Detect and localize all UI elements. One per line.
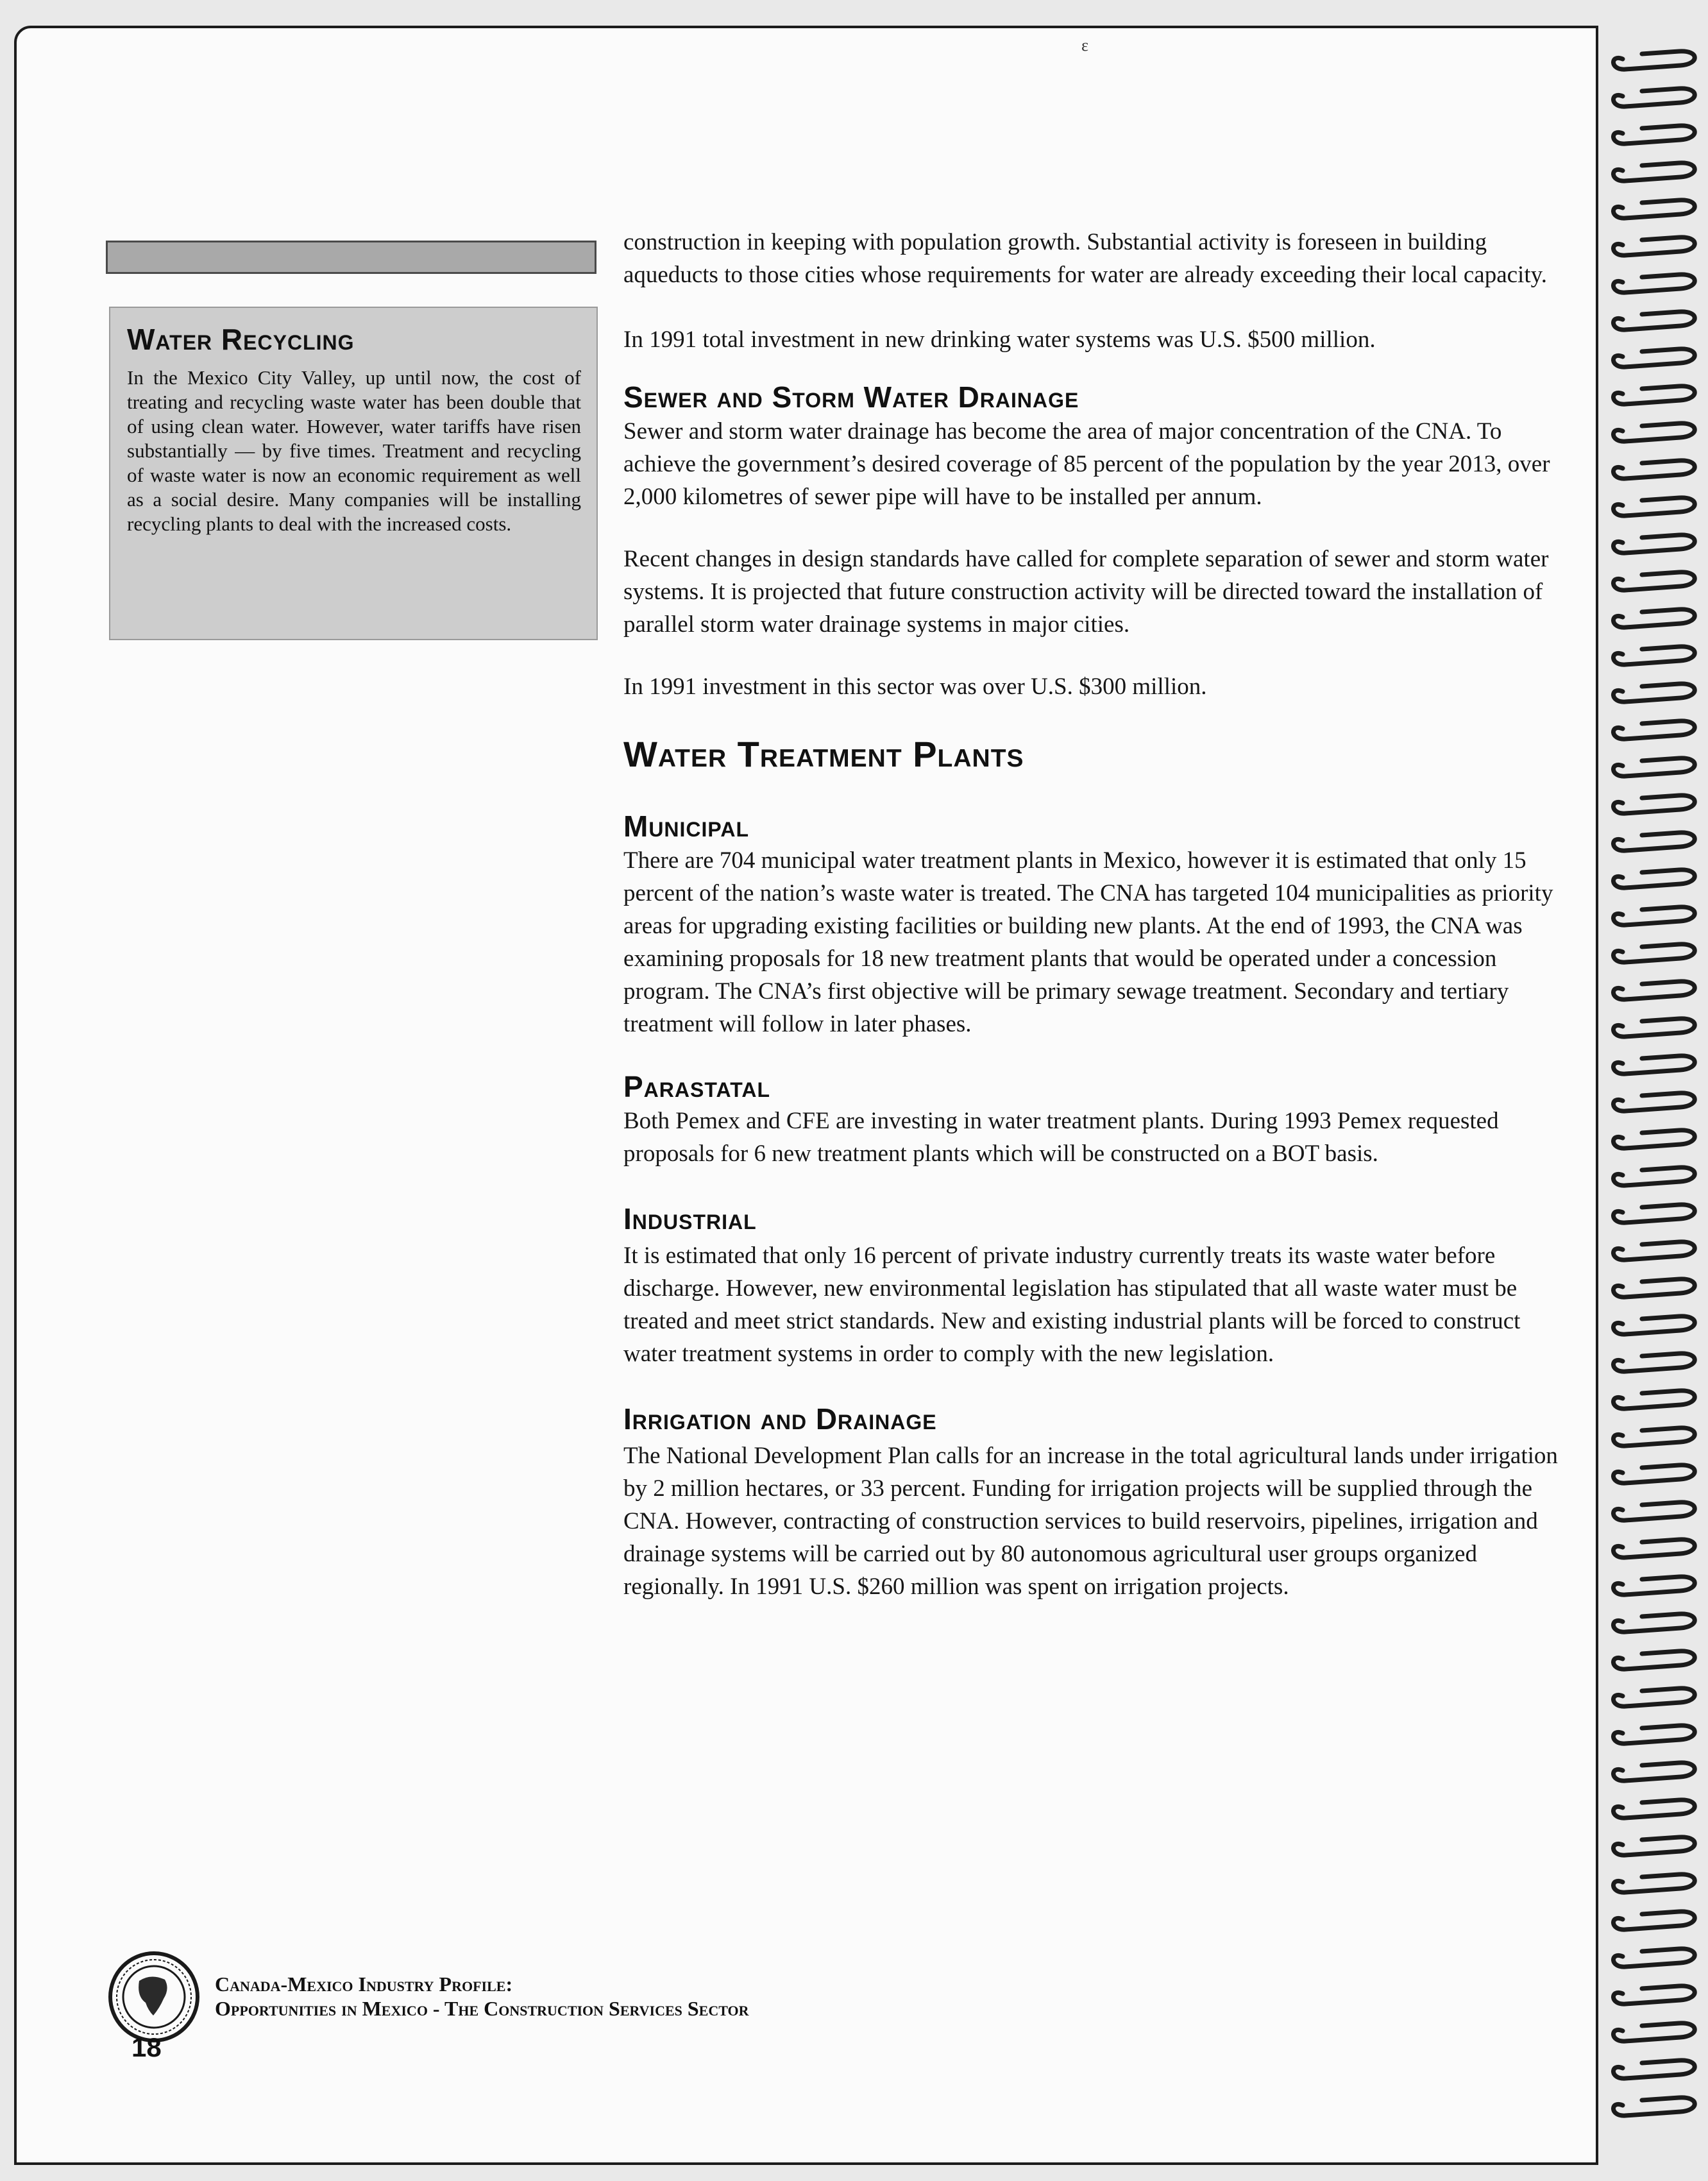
binding-ring — [1613, 1316, 1695, 1334]
page-number: 18 — [131, 2032, 162, 2062]
binding-ring — [1613, 1763, 1695, 1781]
binding-ring — [1613, 1614, 1695, 1632]
municipal-heading: Municipal — [623, 810, 750, 843]
binding-ring — [1613, 2023, 1695, 2041]
parastatal-paragraph: Both Pemex and CFE are investing in water treatment plants. During 1993 Pemex requested proposals for 6 new treatment plants which will be constructed on a BOT basis. — [623, 1108, 1499, 1167]
binding-ring — [1613, 1912, 1695, 1930]
binding-ring — [1613, 498, 1695, 516]
binding-ring — [1613, 758, 1695, 776]
binding-ring — [1613, 1167, 1695, 1185]
binding-ring — [1613, 795, 1695, 813]
parastatal-heading: Parastatal — [623, 1070, 771, 1103]
binding-ring — [1613, 2060, 1695, 2078]
binding-ring — [1613, 1354, 1695, 1371]
binding-ring — [1613, 126, 1695, 144]
sewer-paragraph-2: Recent changes in design standards have called for complete separation of sewer and storm water systems. It is projected that future construction activity will be directed toward the installation of parallel storm water drainage systems in major cities. — [623, 546, 1549, 638]
binding-ring — [1613, 609, 1695, 627]
binding-ring — [1613, 1837, 1695, 1855]
binding-ring — [1613, 51, 1695, 69]
binding-ring — [1613, 1465, 1695, 1483]
binding-ring — [1613, 275, 1695, 293]
irrigation-heading: Irrigation and Drainage — [623, 1402, 937, 1436]
footer-line-1: Canada-Mexico Industry Profile: — [215, 1973, 513, 1996]
binding-ring — [1613, 981, 1695, 999]
sewer-heading: Sewer and Storm Water Drainage — [623, 380, 1079, 414]
binding-ring — [1613, 907, 1695, 925]
binding-ring — [1613, 349, 1695, 367]
binding-ring — [1613, 684, 1695, 702]
north-america-seal-logo — [106, 1949, 202, 2045]
binding-ring — [1613, 200, 1695, 218]
binding-ring — [1613, 1986, 1695, 2004]
binding-ring — [1613, 535, 1695, 553]
binding-ring — [1613, 1130, 1695, 1148]
footer-line-2: Opportunities in Mexico - The Construction Services Sector — [215, 1997, 749, 2020]
binding-ring — [1613, 1688, 1695, 1706]
binding-ring — [1613, 833, 1695, 851]
intro-paragraph: construction in keeping with population growth. Substantial activity is foreseen in building aqueducts to those cities whose requirements for water are already exceeding their local capacity. — [623, 229, 1547, 288]
water-treatment-heading: Water Treatment Plants — [623, 734, 1024, 774]
binding-ring — [1613, 1391, 1695, 1409]
pencil-mark: ε — [1081, 36, 1088, 55]
sidebar-body: In the Mexico City Valley, up until now, the cost of treating and recycling waste water has been double that of using clean water. However, water tariffs have risen substantially — by five times. Treatment and recycling of waste water is now an economic requirement as well as a social desire. Many companies will be installing recycling plants to deal with the increased costs. — [127, 366, 581, 535]
binding-ring — [1613, 1651, 1695, 1669]
main-column — [623, 226, 1573, 1603]
binding-ring — [1613, 163, 1695, 181]
sidebar-title: Water Recycling — [127, 323, 355, 356]
binding-ring — [1613, 461, 1695, 479]
binding-ring — [1613, 1093, 1695, 1111]
binding-ring — [1613, 2098, 1695, 2116]
binding-ring — [1613, 1279, 1695, 1297]
spiral-binding — [1603, 26, 1708, 2168]
footer-title — [215, 1972, 749, 2021]
binding-ring — [1613, 423, 1695, 441]
binding-ring — [1613, 944, 1695, 962]
sewer-paragraph-1: Sewer and storm water drainage has become the area of major concentration of the CNA. To achieve the government’s desired coverage of 85 percent of the population by the year 2013, over 2,000 kilometres of sewer pipe will have to be installed per annum. — [623, 418, 1550, 510]
irrigation-paragraph: The National Development Plan calls for an increase in the total agricultural lands under irrigation by 2 million hectares, or 33 percent. Funding for irrigation projects will be supplied through the CNA. However, contracting of construction services to build reservoirs, pipelines, irrigation and drainage systems will be carried out by 80 autonomous agricultural user groups organized regionally. In 1991 U.S. $260 million was spent on irrigation projects. — [623, 1443, 1558, 1600]
binding-ring — [1613, 237, 1695, 255]
binding-ring — [1613, 312, 1695, 330]
binding-ring — [1613, 870, 1695, 888]
sewer-paragraph-3: In 1991 investment in this sector was over U.S. $300 million. — [623, 674, 1207, 700]
binding-ring — [1613, 572, 1695, 590]
drinking-water-investment-paragraph: In 1991 total investment in new drinking water systems was U.S. $500 million. — [623, 327, 1376, 353]
industrial-paragraph: It is estimated that only 16 percent of private industry currently treats its waste water before discharge. However, new environmental legislation has stipulated that all waste water must be treated and meet strict standards. New and existing industrial plants will be forced to construct water treatment systems in order to comply with the new legislation. — [623, 1243, 1521, 1367]
binding-ring — [1613, 1242, 1695, 1260]
binding-ring — [1613, 721, 1695, 739]
binding-ring — [1613, 1056, 1695, 1074]
binding-ring — [1613, 1019, 1695, 1037]
binding-ring — [1613, 1502, 1695, 1520]
sidebar-header-bar — [106, 241, 596, 274]
binding-ring — [1613, 386, 1695, 404]
binding-ring — [1613, 1540, 1695, 1557]
municipal-paragraph: There are 704 municipal water treatment plants in Mexico, however it is estimated that only 15 percent of the nation’s waste water is treated. The CNA has targeted 104 municipalities as priority areas for upgrading existing facilities or building new plants. At the end of 1993, the CNA was examining proposals for 18 new treatment plants that would be operated under a concession program. The CNA’s first objective will be primary sewage treatment. Secondary and tertiary treatment will follow in later phases. — [623, 847, 1553, 1037]
binding-ring — [1613, 1205, 1695, 1223]
binding-ring — [1613, 647, 1695, 665]
sidebar-box — [109, 307, 598, 640]
binding-ring — [1613, 1949, 1695, 1967]
binding-ring — [1613, 1800, 1695, 1818]
industrial-heading: Industrial — [623, 1202, 757, 1235]
binding-ring — [1613, 1726, 1695, 1744]
binding-ring — [1613, 1874, 1695, 1892]
binding-ring — [1613, 1428, 1695, 1446]
binding-ring — [1613, 89, 1695, 106]
binding-ring — [1613, 1577, 1695, 1595]
